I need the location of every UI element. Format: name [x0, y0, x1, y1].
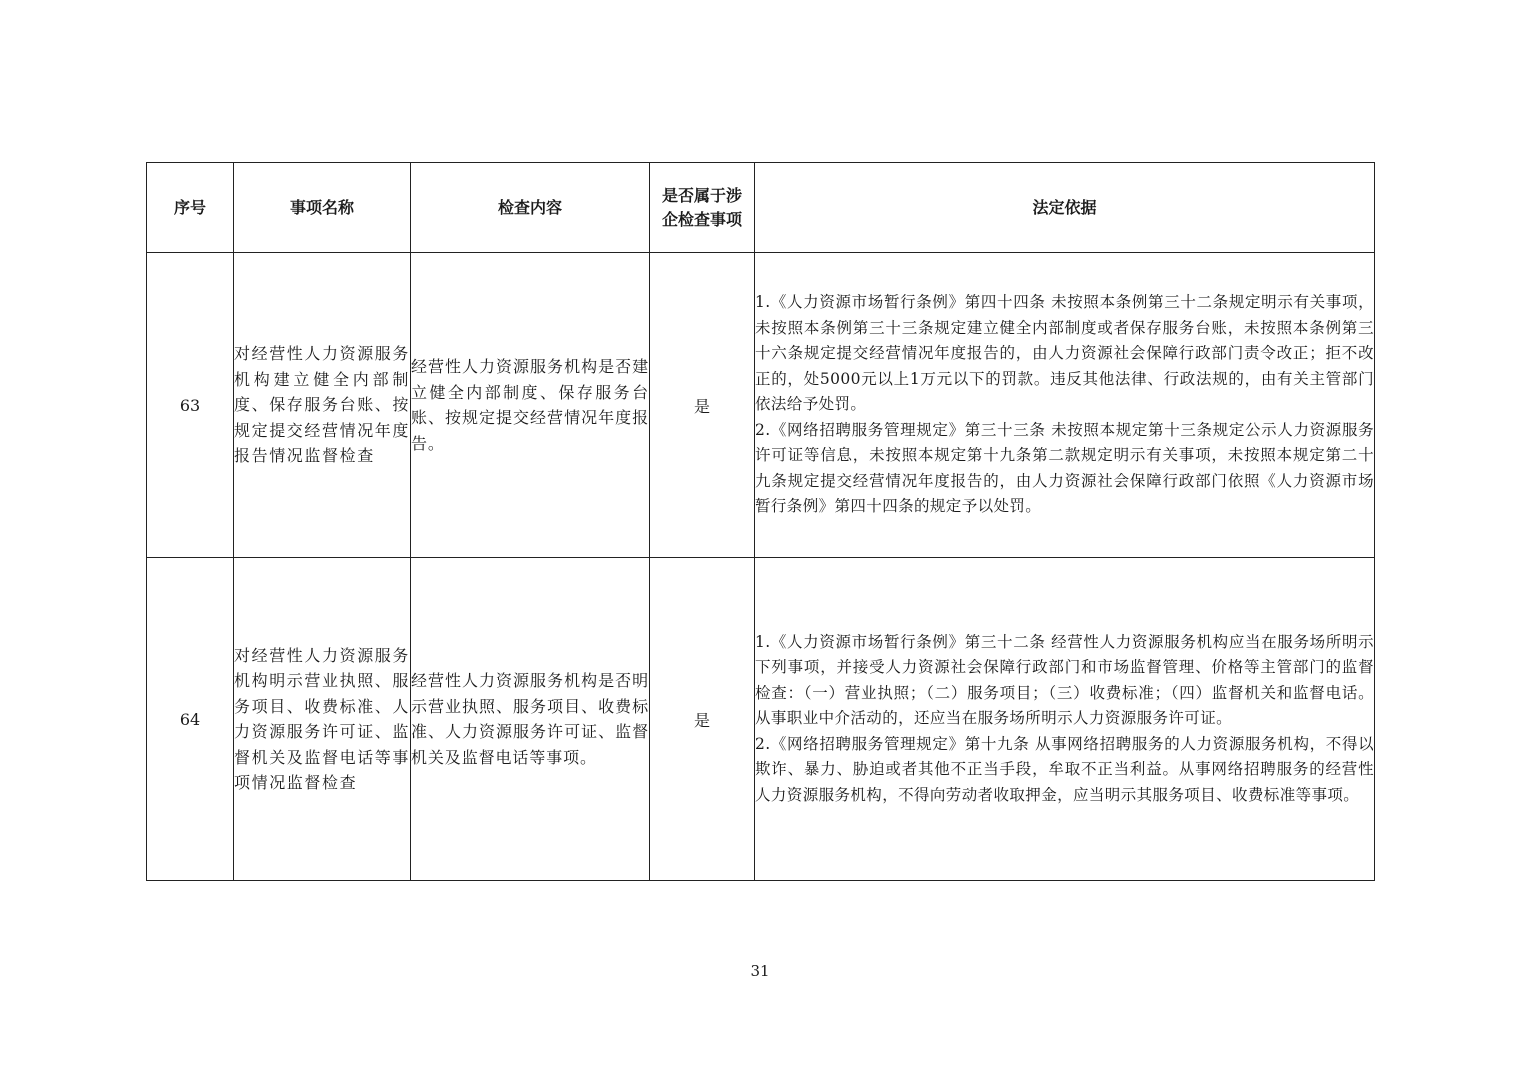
cell-is-enterprise: 是 [650, 253, 755, 558]
inspection-table [146, 162, 1375, 881]
cell-content: 经营性人力资源服务机构是否建立健全内部制度、保存服务台账、按规定提交经营情况年度报告。 [411, 253, 650, 558]
basis-paragraph: 2.《网络招聘服务管理规定》第三十三条 未按照本规定第十三条规定公示人力资源服务许可证等信息，未按照本规定第十九条第二款规定明示有关事项，未按照本规定第二十九条规定提交经营情况年度报告的，由人力资源社会保障行政部门依照《人力资源市场暂行条例》第四十四条的规定予以处罚。 [755, 420, 1374, 516]
basis-paragraph: 1.《人力资源市场暂行条例》第四十四条 未按照本条例第三十二条规定明示有关事项，未按照本条例第三十三条规定建立健全内部制度或者保存服务台账，未按照本条例第三十六条规定提交经营情况年度报告的，由人力资源社会保障行政部门责令改正；拒不改正的，处5000元以上1万元以下的罚款。违反其他法律、行政法规的，由有关主管部门依法给予处罚。 [755, 293, 1374, 414]
header-content: 检查内容 [411, 163, 650, 253]
basis-paragraph: 2.《网络招聘服务管理规定》第十九条 从事网络招聘服务的人力资源服务机构，不得以欺诈、暴力、胁迫或者其他不正当手段，牟取不正当利益。从事网络招聘服务的经营性人力资源服务机构，不得向劳动者收取押金，应当明示其服务项目、收费标准等事项。 [755, 734, 1374, 804]
header-seq: 序号 [147, 163, 234, 253]
cell-basis [755, 253, 1375, 558]
cell-basis [755, 558, 1375, 881]
table-row [147, 253, 1375, 558]
table-header-row [147, 163, 1375, 253]
cell-is-enterprise: 是 [650, 558, 755, 881]
cell-name: 对经营性人力资源服务机构明示营业执照、服务项目、收费标准、人力资源服务许可证、监督机关及监督电话等事项情况监督检查 [234, 558, 411, 881]
cell-name: 对经营性人力资源服务机构建立健全内部制度、保存服务台账、按规定提交经营情况年度报告情况监督检查 [234, 253, 411, 558]
basis-paragraph: 1.《人力资源市场暂行条例》第三十二条 经营性人力资源服务机构应当在服务场所明示下列事项，并接受人力资源社会保障行政部门和市场监督管理、价格等主管部门的监督检查：（一）营业执照；（二）服务项目；（三）收费标准；（四）监督机关和监督电话。从事职业中介活动的，还应当在服务场所明示人力资源服务许可证。 [755, 632, 1374, 728]
cell-content: 经营性人力资源服务机构是否明示营业执照、服务项目、收费标准、人力资源服务许可证、监督机关及监督电话等事项。 [411, 558, 650, 881]
table-row [147, 558, 1375, 881]
header-basis: 法定依据 [755, 163, 1375, 253]
cell-seq: 64 [147, 558, 234, 881]
header-is-enterprise: 是否属于涉企检查事项 [650, 163, 755, 253]
header-name: 事项名称 [234, 163, 411, 253]
cell-seq: 63 [147, 253, 234, 558]
page-number: 31 [750, 962, 770, 980]
